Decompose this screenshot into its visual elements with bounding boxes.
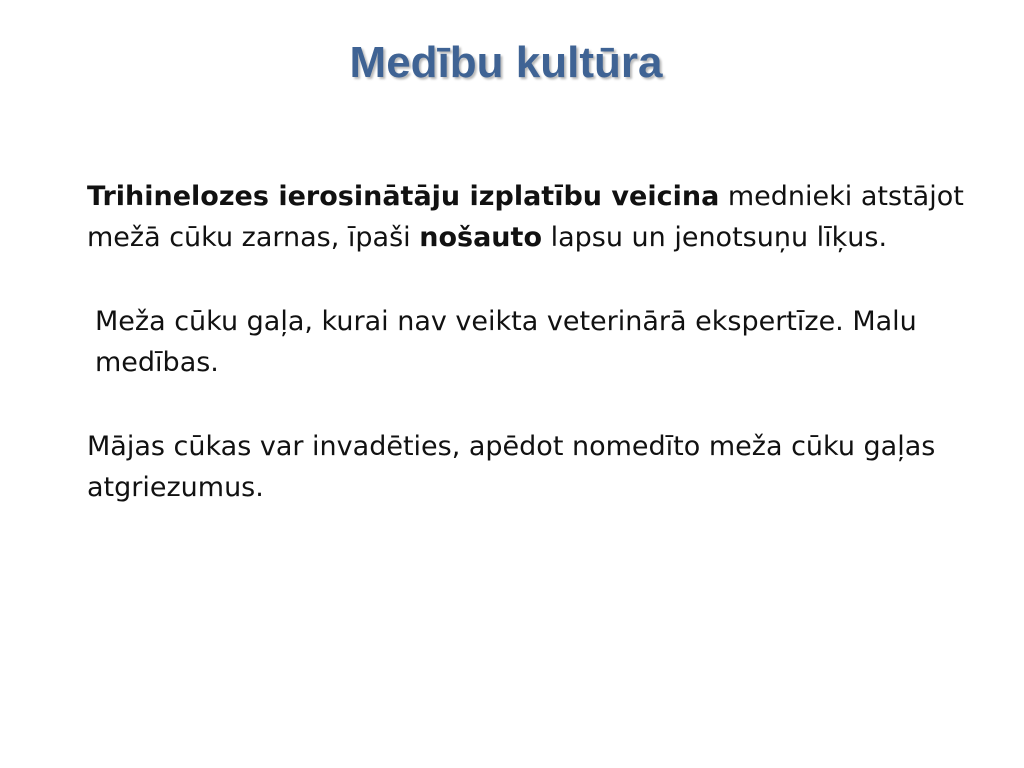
slide-title: Medību kultūra [349, 38, 663, 87]
paragraph-1-text-a: mednieki atstājot mežā cūku zarnas, īpaši [87, 181, 964, 253]
paragraph-1-bold-mid: nošauto [419, 222, 542, 253]
paragraph-3: Mājas cūkas var invadēties, apēdot nomedīto meža cūku gaļas atgriezumus. [87, 431, 936, 503]
paragraph-2: Meža cūku gaļa, kurai nav veikta veterinārā ekspertīze. Malu medības. [95, 306, 917, 378]
slide-body [46, 176, 986, 551]
paragraph-1-bold-lead: Trihinelozes ierosinātāju izplatību veicina [87, 181, 720, 212]
paragraph-1-text-b: lapsu un jenotsuņu līķus. [542, 222, 888, 253]
paragraph-1 [46, 176, 986, 258]
